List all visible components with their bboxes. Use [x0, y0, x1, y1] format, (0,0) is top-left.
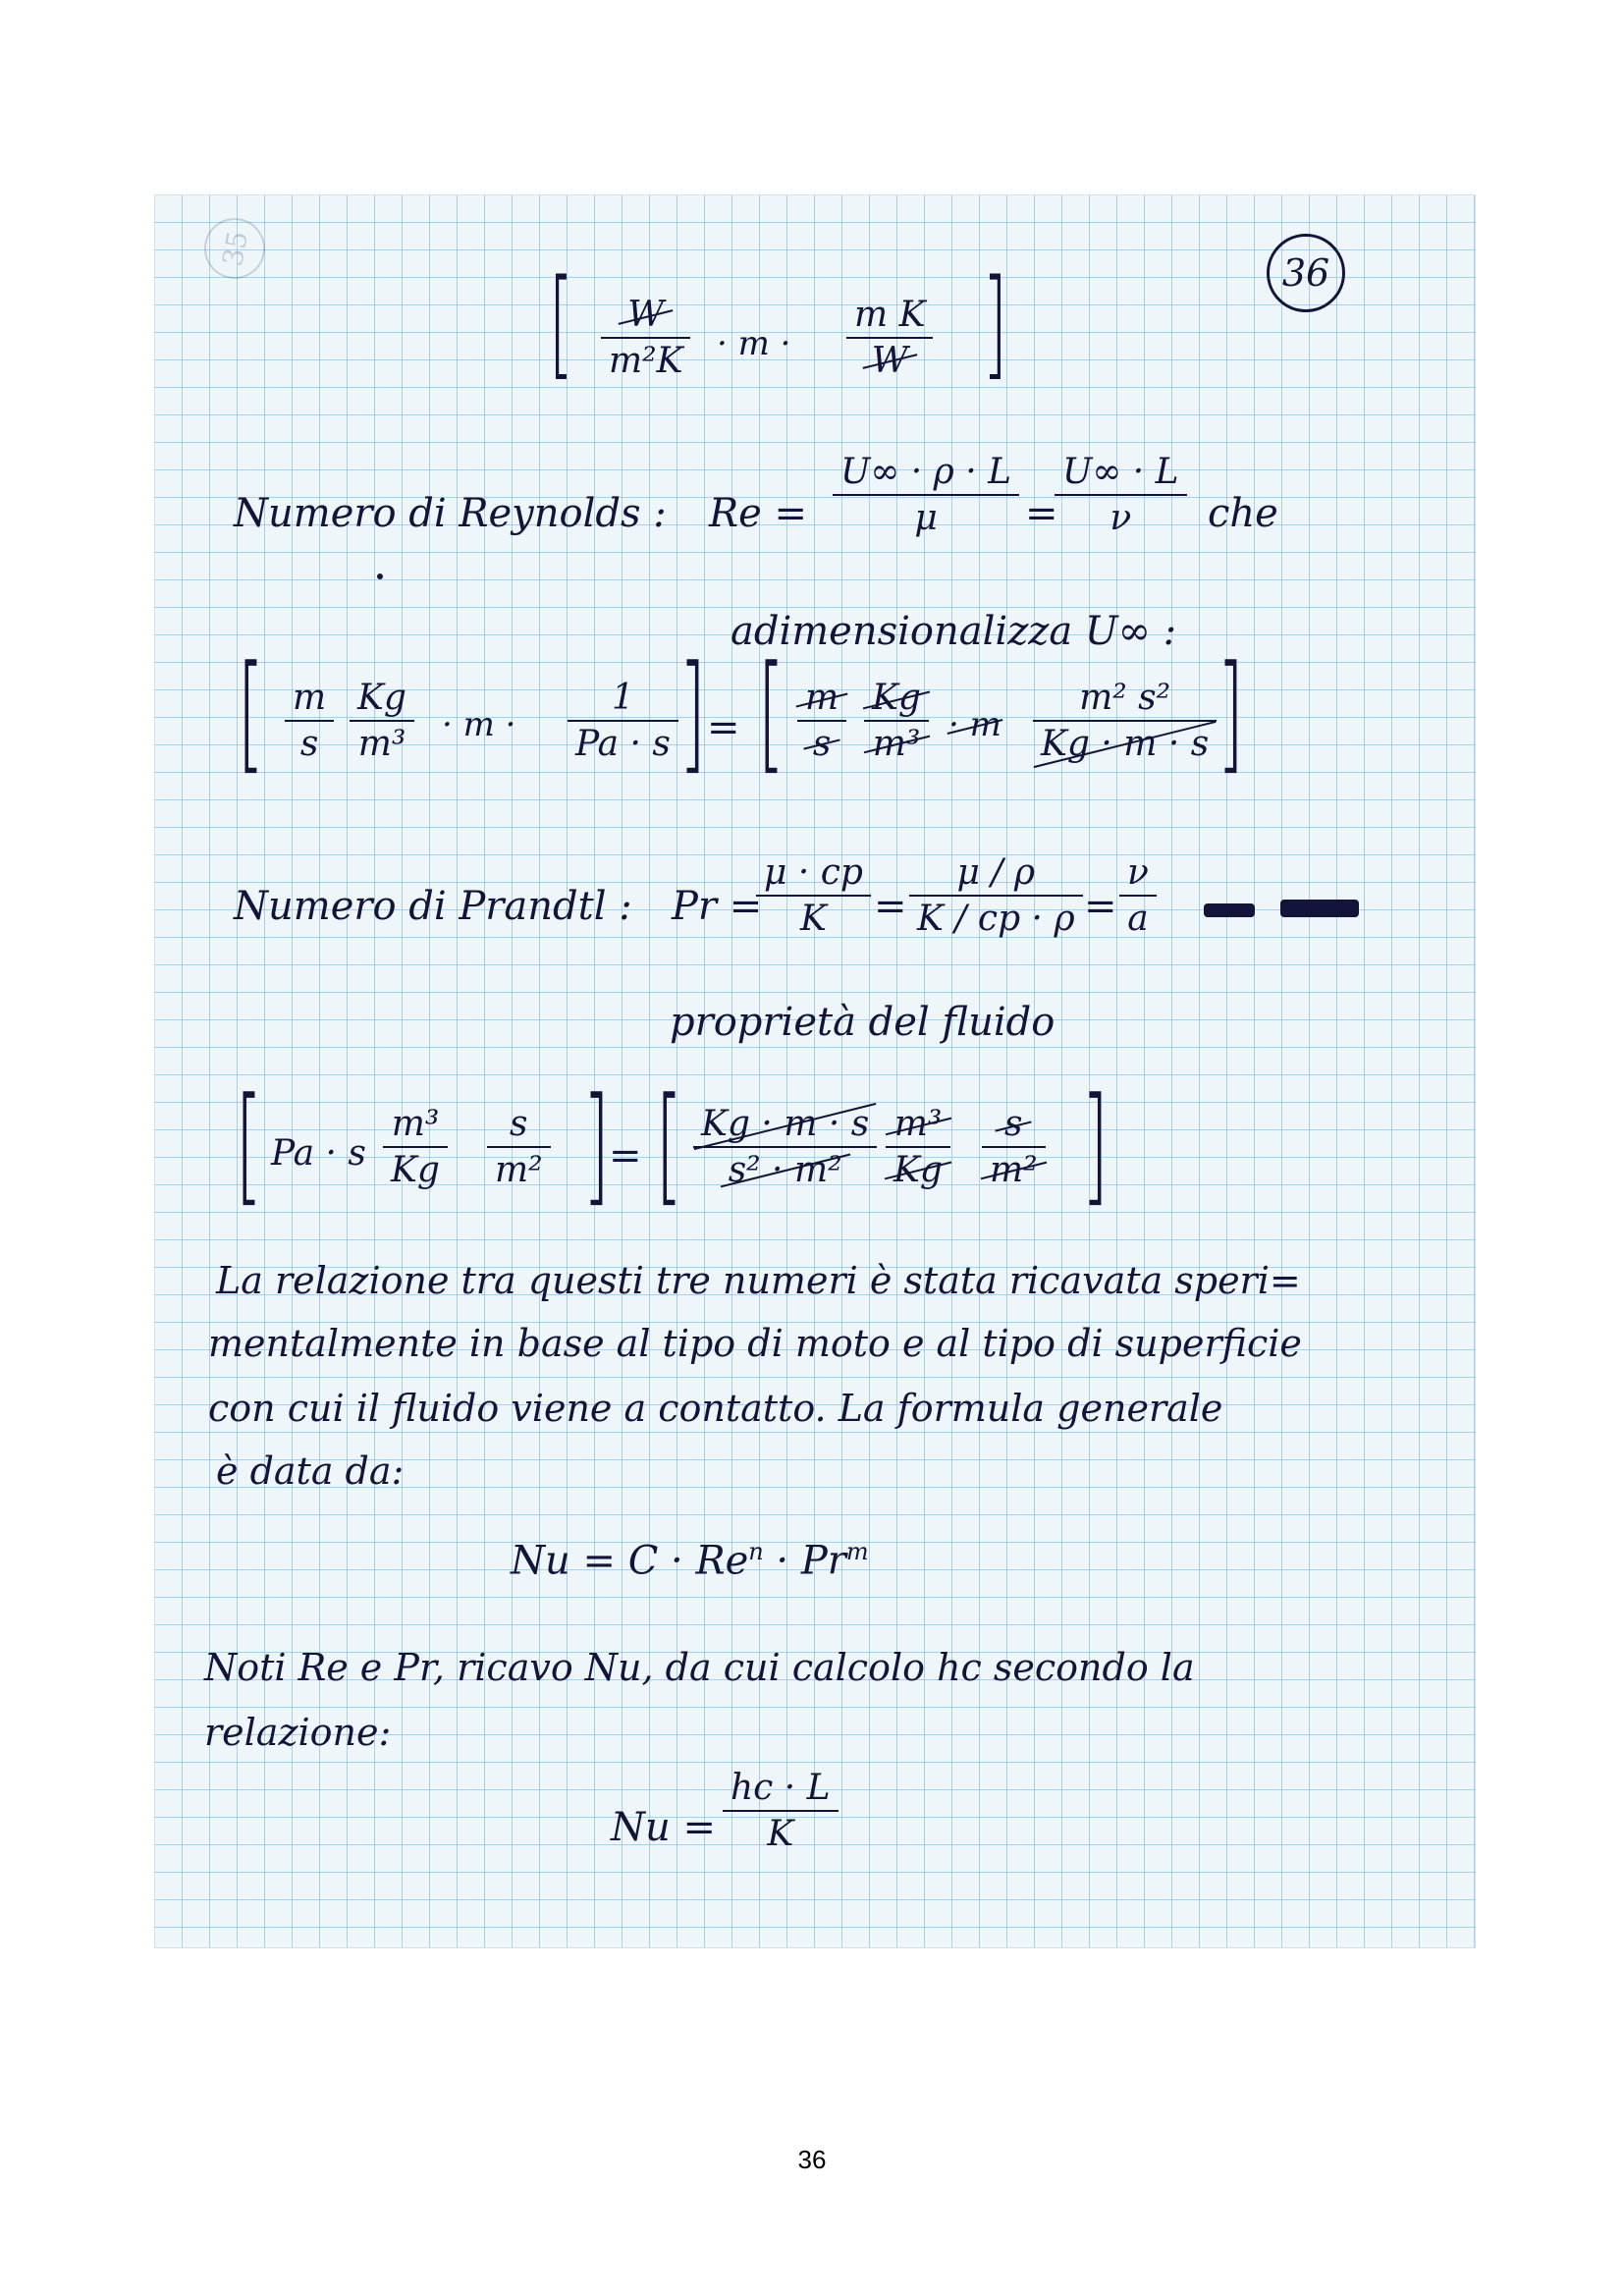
ru-g1-den: s: [805, 722, 839, 764]
reynolds-lhs: Re =: [709, 491, 808, 536]
right-bracket: ]: [582, 1069, 611, 1219]
reynolds-label: Numero di Reynolds :: [234, 491, 667, 536]
pu-eq: =: [609, 1133, 642, 1178]
prandtl-units-f2: [487, 1104, 551, 1190]
pu-f1-den: Kg: [391, 1150, 440, 1190]
prandtl-fraction-1: [756, 852, 871, 939]
reynolds-units-g1: [797, 678, 846, 764]
units1-f2-den: W: [864, 339, 916, 381]
nusselt-mid: · Pr: [763, 1538, 846, 1584]
prandtl-note: proprietà del fluido: [670, 1000, 1056, 1045]
reynolds-tail: che: [1208, 491, 1278, 536]
ru-f3-num: 1: [611, 678, 634, 718]
prandtl-f1-den: K: [800, 899, 827, 939]
ru-g2-num: Kg: [864, 678, 929, 720]
reynolds-note: adimensionalizza U∞ :: [731, 609, 1177, 654]
right-bracket: ]: [1217, 637, 1245, 787]
reynolds-units-f2: [350, 678, 414, 764]
prandtl-f3-num: ν: [1127, 852, 1149, 893]
ru-g3-den: Kg · m · s: [1033, 722, 1217, 764]
prandtl-f3-den: a: [1127, 899, 1149, 939]
paragraph-line-2: mentalmente in base al tipo di moto e al tipo di superficie: [208, 1322, 1302, 1365]
reynolds-units-g2: [864, 678, 929, 764]
ru-gmid: · m: [948, 705, 1001, 744]
nusselt-base: Nu = C · Re: [511, 1538, 749, 1584]
nusselt-exp-1: n: [748, 1538, 764, 1565]
ru-f1-den: s: [299, 724, 319, 764]
reynolds-fraction-2: [1055, 452, 1187, 538]
ru-f2-num: Kg: [357, 678, 406, 718]
left-bracket: [: [757, 637, 785, 787]
circled-page-number: 36: [1267, 234, 1345, 312]
pu-g1-num: Kg · m · s: [693, 1104, 877, 1146]
pu-f2-den: m²: [495, 1150, 543, 1190]
pu-f1-num: m³: [391, 1104, 440, 1144]
prandtl-units-g3: [982, 1104, 1046, 1190]
right-bracket: ]: [678, 637, 707, 787]
ru-f1-num: m: [293, 678, 327, 718]
paragraph-line-3: con cui il fluido viene a contatto. La formula generale: [208, 1387, 1223, 1430]
pu-g3-num: s: [997, 1104, 1030, 1146]
closing-line-2: relazione:: [204, 1711, 392, 1754]
left-bracket: [: [655, 1069, 683, 1219]
units1-f1-num: W: [620, 295, 672, 337]
ink-dot: [377, 574, 383, 579]
prandtl-eq1: =: [874, 884, 907, 929]
prandtl-units-f1: [383, 1104, 448, 1190]
reynolds-fraction-1: [833, 452, 1019, 538]
ink-scribble: [1204, 903, 1255, 917]
prandtl-lhs: Pr =: [672, 884, 763, 929]
reynolds-units-g3: [1033, 678, 1217, 764]
pu-lead: Pa · s: [271, 1133, 366, 1174]
final-lhs: Nu =: [611, 1805, 716, 1850]
reynolds-units-f1: [285, 678, 334, 764]
reynolds-units-f3: [568, 678, 678, 764]
pu-g2-den: Kg: [886, 1148, 950, 1190]
reynolds-f1-num: U∞ · ρ · L: [840, 452, 1012, 492]
ru-eq: =: [707, 705, 740, 750]
ru-f3-den: Pa · s: [575, 724, 671, 764]
reynolds-f2-num: U∞ · L: [1062, 452, 1179, 492]
reynolds-f2-den: ν: [1110, 498, 1132, 538]
pu-g1-den: s² · m²: [721, 1148, 850, 1190]
final-fraction: [723, 1768, 839, 1854]
units1-fraction-2: [846, 295, 933, 381]
ink-scribble: [1280, 900, 1359, 917]
left-bracket: [: [237, 637, 265, 787]
nusselt-general-formula: [511, 1538, 869, 1583]
pu-g3-den: m²: [982, 1148, 1046, 1190]
ru-g2-den: m³: [865, 722, 929, 764]
final-den: K: [767, 1814, 794, 1854]
prandtl-f2-num: μ / ρ: [956, 852, 1036, 893]
ru-g3-num: m² s²: [1079, 678, 1171, 718]
page-number: 36: [797, 2145, 827, 2174]
pu-f2-num: s: [510, 1104, 528, 1144]
prandtl-f1-num: μ · cp: [764, 852, 863, 893]
right-bracket: ]: [1081, 1069, 1110, 1219]
final-num: hc · L: [731, 1768, 831, 1808]
ru-f2-den: m³: [357, 724, 406, 764]
ru-g1-num: m: [797, 678, 846, 720]
left-bracket: [: [235, 1069, 263, 1219]
left-bracket: [: [548, 255, 574, 392]
units1-f2-num: m K: [854, 295, 926, 335]
prandtl-eq2: =: [1084, 884, 1117, 929]
units1-fraction-1: [601, 295, 690, 381]
prandtl-units-g2: [886, 1104, 950, 1190]
right-bracket: ]: [982, 255, 1008, 392]
closing-line-1: Noti Re e Pr, ricavo Nu, da cui calcolo hc secondo la: [204, 1646, 1195, 1689]
reynolds-f1-den: μ: [914, 498, 938, 538]
nusselt-exp-2: m: [845, 1538, 869, 1565]
paragraph-line-4: è data da:: [216, 1449, 405, 1493]
paragraph-line-1: La relazione tra questi tre numeri è stata ricavata speri=: [216, 1259, 1301, 1302]
faint-previous-page-number: 35: [199, 213, 270, 284]
reynolds-eq: =: [1025, 491, 1058, 536]
prandtl-f2-den: K / cp · ρ: [917, 899, 1075, 939]
prandtl-units-g1: [693, 1104, 877, 1190]
units1-mid: · m ·: [717, 324, 791, 363]
prandtl-fraction-3: [1119, 852, 1157, 939]
units1-f1-den: m²K: [609, 341, 683, 381]
pu-g2-num: m³: [887, 1104, 950, 1146]
prandtl-label: Numero di Prandtl :: [234, 884, 632, 929]
ru-mid: · m ·: [442, 705, 516, 744]
prandtl-fraction-2: [909, 852, 1083, 939]
